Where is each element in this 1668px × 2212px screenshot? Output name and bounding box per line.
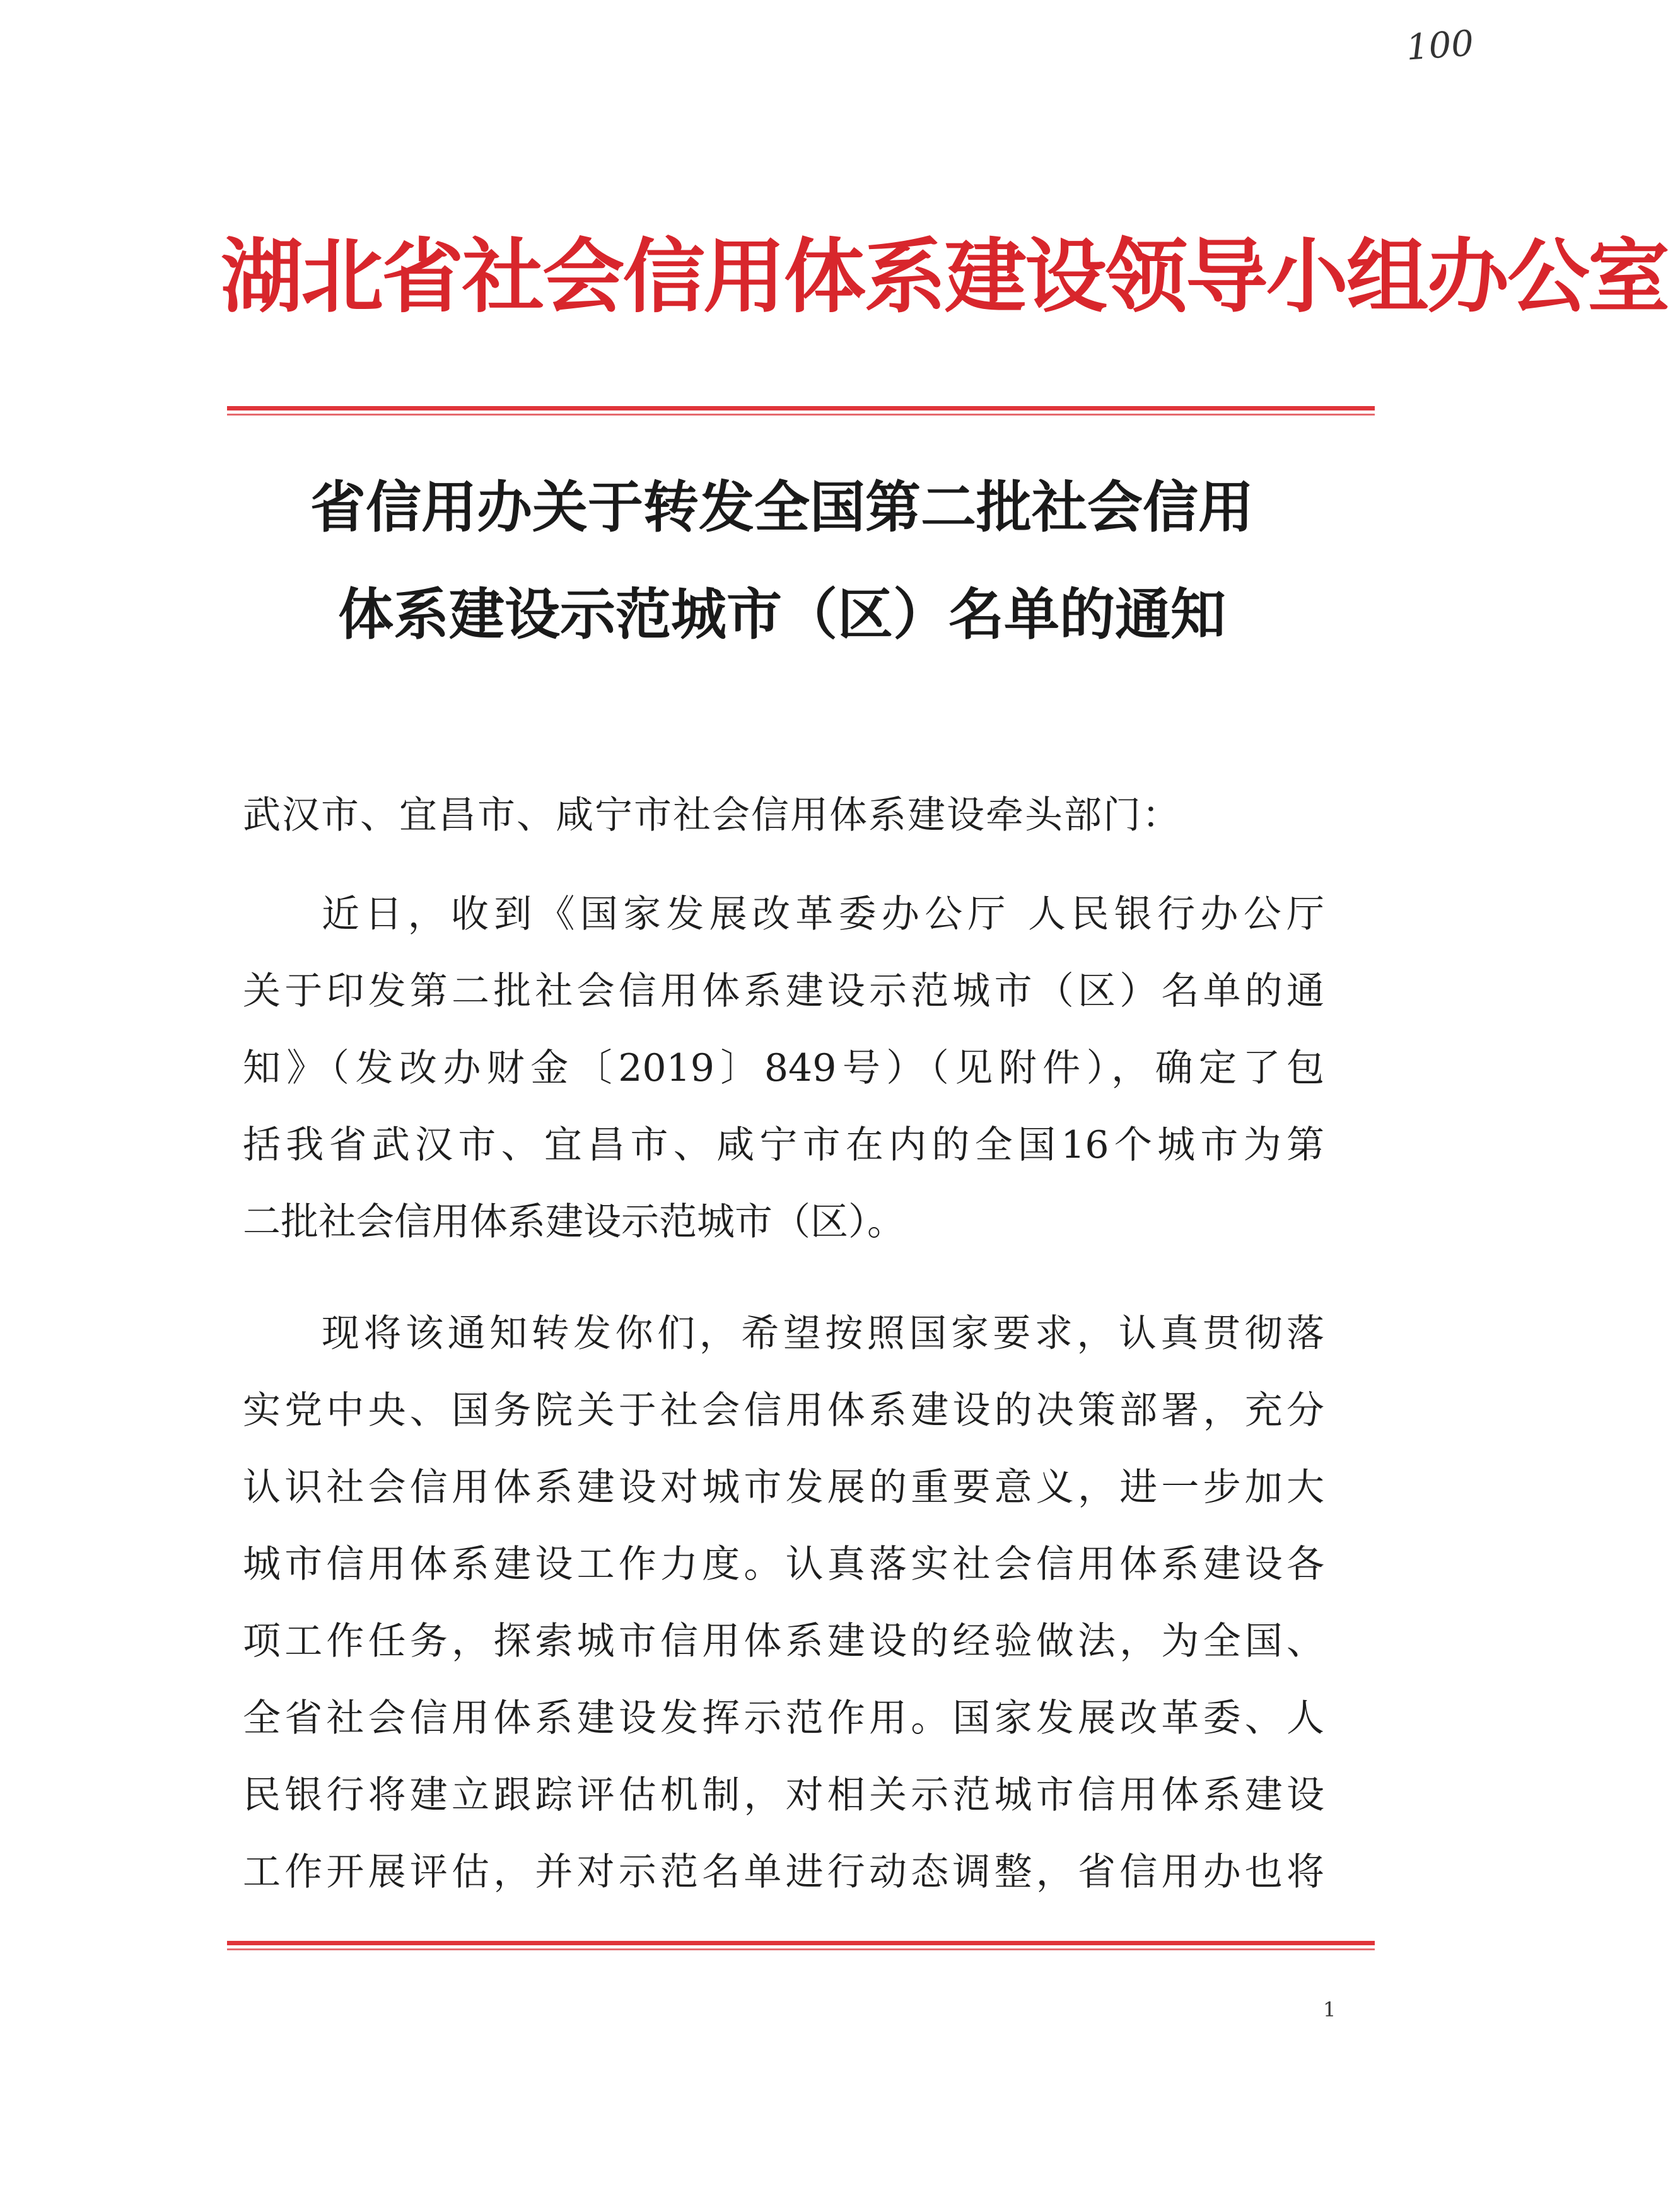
addressee: 武汉市、宜昌市、咸宁市社会信用体系建设牵头部门： <box>243 793 1181 837</box>
paragraph-2-line: 认识社会信用体系建设对城市发展的重要意义，进一步加大 <box>243 1465 1324 1510</box>
footer-divider <box>227 1941 1375 1950</box>
divider-thin-line <box>227 1948 1375 1950</box>
divider-thick-line <box>227 1941 1375 1945</box>
paragraph-2-line: 工作开展评估，并对示范名单进行动态调整，省信用办也将 <box>243 1850 1324 1894</box>
paragraph-1-line: 关于印发第二批社会信用体系建设示范城市（区）名单的通 <box>243 969 1324 1013</box>
document-title-line-2: 体系建设示范城市（区）名单的通知 <box>337 581 1226 647</box>
paragraph-2-line: 实党中央、国务院关于社会信用体系建设的决策部署，充分 <box>243 1388 1324 1433</box>
page-number: 1 <box>1323 1998 1336 2022</box>
divider-thin-line <box>227 414 1375 416</box>
letterhead-divider <box>227 406 1375 416</box>
paragraph-2-line: 项工作任务，探索城市信用体系建设的经验做法，为全国、 <box>243 1619 1324 1663</box>
paragraph-2-line: 全省社会信用体系建设发挥示范作用。国家发展改革委、人 <box>243 1696 1324 1740</box>
paragraph-1-line: 括我省武汉市、宜昌市、咸宁市在内的全国16个城市为第 <box>243 1123 1324 1167</box>
letterhead-title: 湖北省社会信用体系建设领导小组办公室 <box>221 230 1668 324</box>
handwritten-mark: 100 <box>1404 23 1476 69</box>
paragraph-2-line: 民银行将建立跟踪评估机制，对相关示范城市信用体系建设 <box>243 1773 1324 1817</box>
divider-thick-line <box>227 406 1375 410</box>
document-title-line-1: 省信用办关于转发全国第二批社会信用 <box>310 474 1254 540</box>
paragraph-2-line: 现将该通知转发你们，希望按照国家要求，认真贯彻落 <box>322 1312 1324 1356</box>
paragraph-1-line: 二批社会信用体系建设示范城市（区）。 <box>243 1200 905 1244</box>
paragraph-1-line: 近日，收到《国家发展改革委办公厅 人民银行办公厅 <box>322 892 1324 936</box>
paragraph-1-line: 知》（发改办财金〔2019〕849号）（见附件），确定了包 <box>243 1046 1324 1090</box>
paragraph-2-line: 城市信用体系建设工作力度。认真落实社会信用体系建设各 <box>243 1542 1324 1586</box>
